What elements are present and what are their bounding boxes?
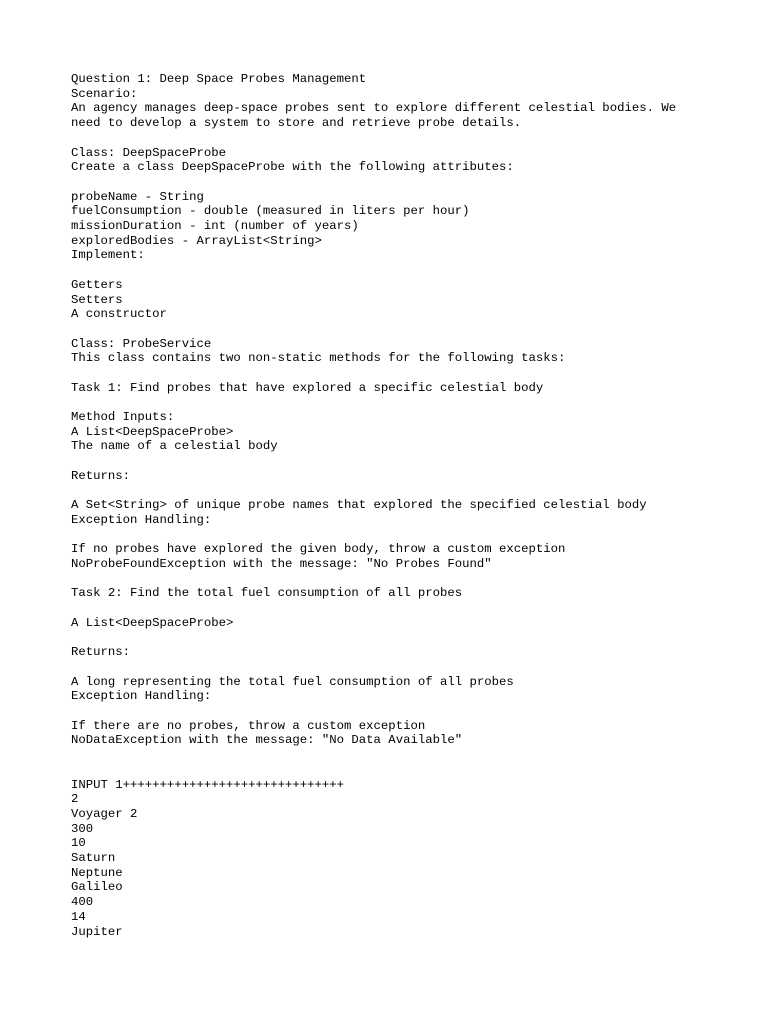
text-line: Returns: [71, 468, 131, 483]
blank-line [71, 748, 731, 763]
text-line: Setters [71, 292, 123, 307]
text-line: Create a class DeepSpaceProbe with the following attributes: [71, 160, 514, 175]
text-line: Scenario: [71, 86, 138, 101]
text-line: INPUT 1++++++++++++++++++++++++++++++ [71, 777, 345, 792]
text-line: Voyager 2 [71, 806, 138, 821]
text-line: 2 [71, 792, 79, 807]
text-line: Class: DeepSpaceProbe [71, 145, 226, 160]
text-line: An agency manages deep-space probes sent to explore different celestial bodies. We [71, 101, 677, 116]
blank-line [71, 454, 731, 469]
text-line: A List<DeepSpaceProbe> [71, 424, 234, 439]
text-line: missionDuration - int (number of years) [71, 219, 359, 233]
blank-line [71, 763, 731, 778]
text-line: Jupiter [71, 924, 123, 939]
text-line: fuelConsumption - double (measured in liters per hour) [71, 204, 470, 219]
blank-line [71, 601, 731, 616]
blank-line [71, 395, 731, 410]
text-line: This class contains two non-static methods for the following tasks: [71, 351, 566, 366]
text-line: Galileo [71, 880, 123, 895]
text-line: Exception Handling: [71, 512, 212, 527]
text-line: 300 [71, 821, 94, 836]
blank-line [71, 131, 731, 146]
blank-line [71, 322, 731, 337]
blank-line [71, 528, 731, 543]
blank-line [71, 175, 731, 190]
text-line: A Set<String> of unique probe names that explored the specified celestial body [71, 498, 647, 513]
text-line: Returns: [71, 645, 131, 660]
text-line: Neptune [71, 865, 123, 880]
text-line: The name of a celestial body [71, 439, 278, 454]
text-line: A long representing the total fuel consumption of all probes [71, 674, 514, 689]
text-line: 400 [71, 895, 94, 910]
text-line: A List<DeepSpaceProbe> [71, 615, 234, 630]
text-line: Class: ProbeService [71, 336, 212, 351]
text-line: Task 1: Find probes that have explored a specific celestial body [71, 380, 544, 395]
blank-line [71, 704, 731, 719]
text-line: If no probes have explored the given body, throw a custom exception [71, 542, 566, 557]
text-line: NoDataException with the message: "No Data Available" [71, 733, 463, 748]
blank-line [71, 366, 731, 381]
text-line: Task 2: Find the total fuel consumption of all probes [71, 586, 463, 601]
text-line: probeName - String [71, 189, 204, 204]
blank-line [71, 263, 731, 278]
text-line: Method Inputs: [71, 410, 175, 425]
text-line: Saturn [71, 851, 116, 866]
text-line: If there are no probes, throw a custom exception [71, 718, 426, 733]
text-line: 10 [71, 836, 86, 851]
text-line: A constructor [71, 307, 167, 322]
text-line: 14 [71, 909, 86, 924]
text-line: need to develop a system to store and retrieve probe details. [71, 116, 522, 131]
text-line: Getters [71, 277, 123, 292]
blank-line [71, 660, 731, 675]
blank-line [71, 484, 731, 499]
text-line: Exception Handling: [71, 689, 212, 704]
text-line: exploredBodies - ArrayList<String> [71, 233, 322, 248]
text-line: Question 1: Deep Space Probes Management [71, 72, 367, 86]
document-page [71, 72, 731, 939]
text-line: NoProbeFoundException with the message: "No Probes Found" [71, 557, 492, 572]
blank-line [71, 631, 731, 646]
blank-line [71, 572, 731, 587]
text-line: Implement: [71, 248, 145, 263]
